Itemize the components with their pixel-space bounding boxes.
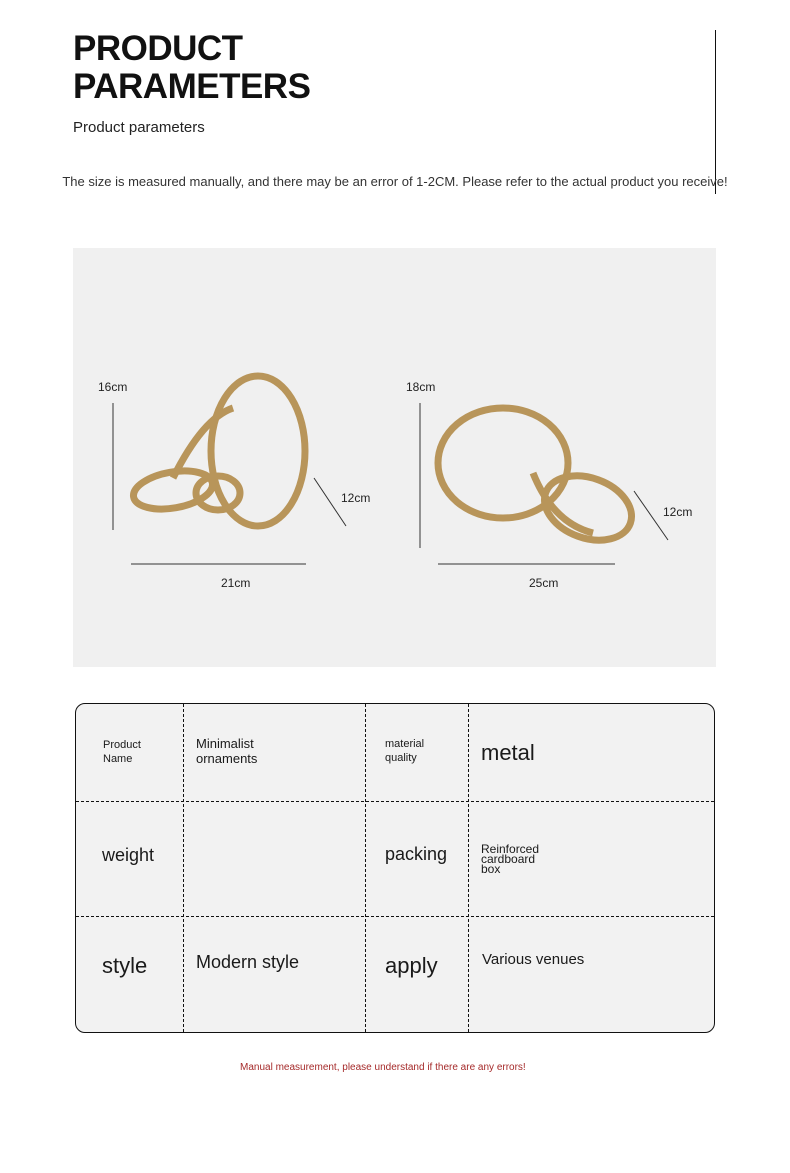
depth-label-left: 12cm [341, 491, 371, 505]
page-title [73, 30, 310, 106]
packing-value: Reinforced cardboard box [481, 842, 540, 876]
divider [715, 30, 716, 194]
product-name-value: Minimalist ornaments [196, 736, 258, 766]
title-line-2: PARAMETERS [73, 67, 311, 106]
width-label-left: 21cm [221, 576, 251, 590]
material-label: material quality [385, 738, 425, 764]
product-photo [73, 248, 716, 667]
weight-label: weight [102, 845, 155, 865]
title-line-1: PRODUCT [73, 29, 243, 68]
packing-label: packing [385, 844, 448, 864]
dimension-diagram [73, 248, 716, 667]
material-value: metal [481, 740, 535, 765]
apply-label: apply [385, 953, 438, 978]
height-label-right: 18cm [406, 380, 436, 394]
depth-label-right: 12cm [663, 505, 693, 519]
measurement-note: The size is measured manually, and there may be an error of 1-2CM. Please refer to the actual product you receive! [62, 174, 728, 189]
height-label-left: 16cm [98, 380, 128, 394]
parameters-table [75, 703, 715, 1033]
apply-value: Various venues [482, 951, 585, 968]
gold-knot-right [438, 408, 641, 552]
width-label-right: 25cm [529, 576, 559, 590]
footer-note: Manual measurement, please understand if there are any errors! [240, 1062, 526, 1073]
subtitle: Product parameters [73, 119, 205, 136]
style-label: style [102, 953, 148, 978]
style-value: Modern style [196, 952, 300, 972]
product-name-label: Product Name [103, 739, 141, 765]
gold-knot-left [130, 376, 305, 526]
